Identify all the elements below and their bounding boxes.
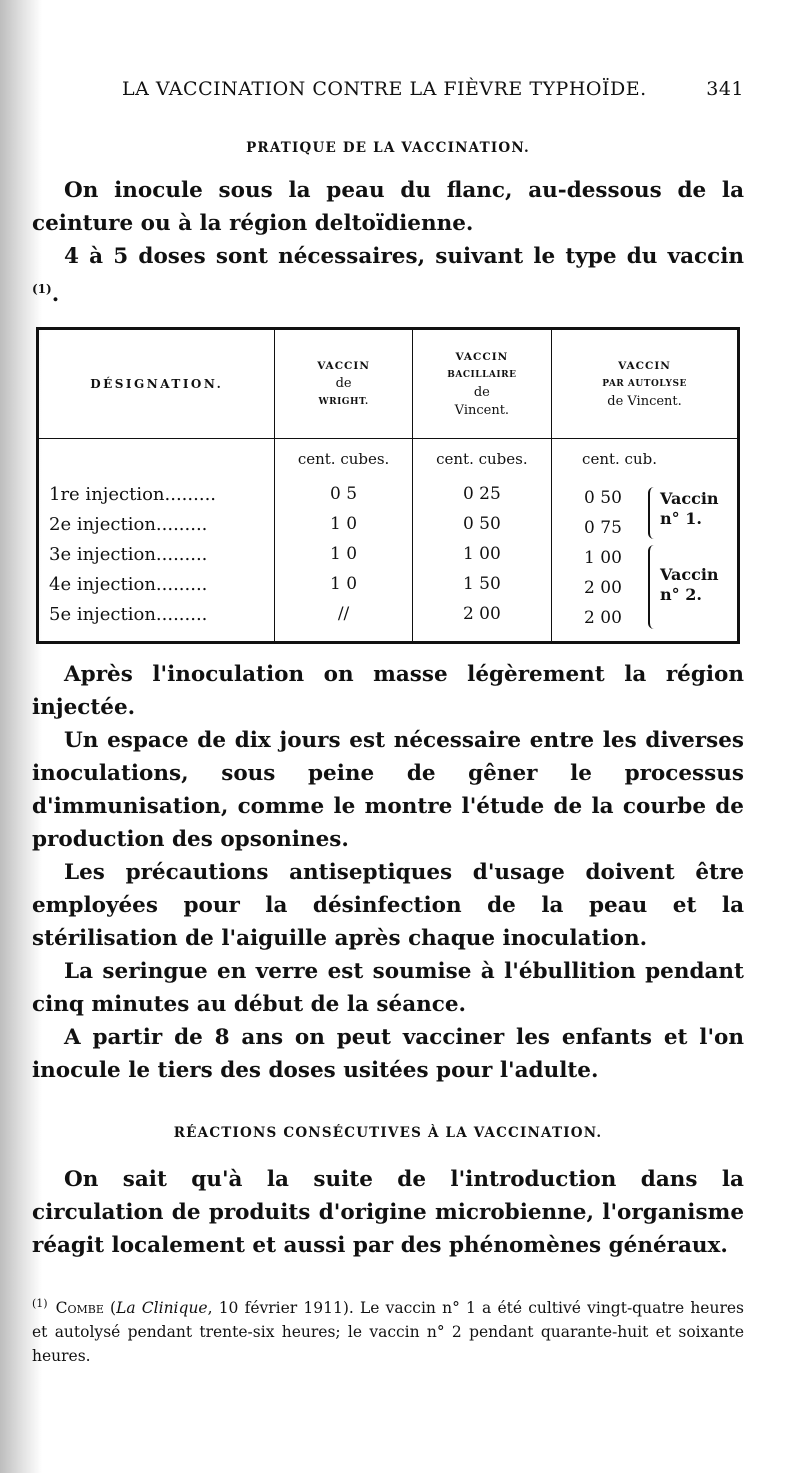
book-page bbox=[32, 78, 744, 1368]
footnote bbox=[32, 1292, 744, 1368]
paragraph-doses bbox=[32, 240, 744, 311]
vaccin-group-1-l2: n° 1. bbox=[660, 509, 702, 529]
dose-wright: 0 5 bbox=[275, 479, 412, 509]
units-bacillaire: cent. cubes. bbox=[412, 439, 551, 480]
paragraph-interval: Un espace de dix jours est nécessaire entre les diverses inoculations, sous peine de gêner le processus d'immunisation, comme le montre l'étude de la courbe de production des opsonines. bbox=[32, 728, 744, 853]
running-head bbox=[32, 78, 744, 100]
dose-wright: 1 0 bbox=[275, 509, 412, 539]
units-row bbox=[38, 439, 739, 480]
dose-bacillaire: 1 50 bbox=[412, 569, 551, 599]
footnote-journal: La Clinique bbox=[116, 1299, 208, 1318]
vaccin-group-2-l2: n° 2. bbox=[660, 585, 702, 605]
dose-autolyse: 0 75 bbox=[584, 518, 622, 539]
dose-bacillaire: 0 25 bbox=[412, 479, 551, 509]
injection-label: 3e injection......... bbox=[49, 543, 208, 565]
header-wright-l3: WRIGHT. bbox=[318, 397, 369, 408]
header-autolyse bbox=[552, 329, 739, 439]
doses-text: 4 à 5 doses sont nécessaires, suivant le type du vaccin bbox=[64, 244, 744, 269]
dose-wright: 1 0 bbox=[275, 569, 412, 599]
dose-autolyse: 2 00 bbox=[584, 608, 622, 629]
header-bacillaire-l4: Vincent. bbox=[454, 403, 510, 419]
brace-group-2 bbox=[648, 545, 656, 629]
paragraph-massage: Après l'inoculation on masse légèrement la région injectée. bbox=[32, 662, 744, 721]
paragraph-syringe: La seringue en verre est soumise à l'ébullition pendant cinq minutes au début de la séance. bbox=[32, 959, 744, 1018]
footnote-marker: (1) bbox=[32, 1297, 48, 1311]
vaccin-group-1-l1: Vaccin bbox=[660, 489, 719, 509]
paragraph-antiseptics: Les précautions antiseptiques d'usage doivent être employées pour la désinfection de la peau et la stérilisation de l'aiguille après chaque inoculation. bbox=[32, 860, 744, 952]
autolyse-column-block bbox=[552, 479, 739, 643]
header-autolyse-l1: VACCIN bbox=[618, 360, 671, 373]
autolyse-values bbox=[552, 479, 737, 629]
header-bacillaire-l2: BACILLAIRE bbox=[447, 370, 517, 381]
paragraph-children: A partir de 8 ans on peut vacciner les enfants et l'on inocule le tiers des doses usitées pour l'adulte. bbox=[32, 1025, 744, 1084]
units-blank bbox=[38, 439, 275, 480]
header-bacillaire-l3: de bbox=[473, 385, 490, 401]
dose-bacillaire: 2 00 bbox=[412, 599, 551, 643]
dose-bacillaire: 0 50 bbox=[412, 509, 551, 539]
vaccin-group-2 bbox=[660, 565, 719, 605]
section-title-reactions: RÉACTIONS CONSÉCUTIVES À LA VACCINATION. bbox=[173, 1125, 603, 1142]
header-designation-label: DÉSIGNATION. bbox=[90, 376, 224, 391]
header-wright-l1: VACCIN bbox=[317, 360, 370, 373]
injection-label: 1re injection......... bbox=[49, 483, 217, 505]
dosage-table bbox=[36, 327, 740, 644]
paragraph-reactions: On sait qu'à la suite de l'introduction dans la circulation de produits d'origine microbienne, l'organisme réagit localement et aussi par des phénomènes généraux. bbox=[32, 1167, 744, 1259]
injection-label: 2e injection......... bbox=[49, 513, 208, 535]
dose-bacillaire: 1 00 bbox=[412, 539, 551, 569]
header-autolyse-l2: PAR AUTOLYSE bbox=[602, 379, 687, 390]
header-wright-l2: de bbox=[335, 376, 352, 392]
footnote-author: Combe bbox=[55, 1299, 104, 1318]
autolyse-values-list bbox=[584, 483, 622, 633]
table-row bbox=[38, 479, 739, 509]
paragraph-inoculation-site: On inocule sous la peau du flanc, au-dessous de la ceinture ou à la région deltoïdienne. bbox=[32, 178, 744, 236]
page-number: 341 bbox=[706, 78, 744, 100]
dose-autolyse: 1 00 bbox=[584, 548, 622, 569]
doses-text-end: . bbox=[51, 282, 60, 308]
table-header-row bbox=[38, 329, 739, 439]
dose-wright: // bbox=[275, 599, 412, 643]
running-head-title: LA VACCINATION CONTRE LA FIÈVRE TYPHOÏDE. bbox=[122, 78, 647, 100]
header-wright bbox=[275, 329, 412, 439]
dose-autolyse: 0 50 bbox=[584, 488, 622, 509]
injection-label: 5e injection......... bbox=[49, 603, 208, 625]
units-autolyse: cent. cub. bbox=[552, 439, 739, 480]
dose-autolyse: 2 00 bbox=[584, 578, 622, 599]
section-title-pratique: PRATIQUE DE LA VACCINATION. bbox=[246, 140, 530, 156]
footnote-open: ( bbox=[103, 1299, 117, 1318]
header-bacillaire bbox=[412, 329, 551, 439]
vaccin-group-1 bbox=[660, 489, 719, 529]
footnote-text: , 10 février 1911). Le vaccin n° 1 a été cultivé vingt-quatre heures et autolysé pendant trente-six heures; le vaccin n° 2 pendant quarante-huit et soixante heures. bbox=[32, 1299, 744, 1366]
header-bacillaire-l1: VACCIN bbox=[455, 351, 509, 364]
footnote-ref: (1) bbox=[32, 282, 52, 296]
injection-label: 4e injection......... bbox=[49, 573, 208, 595]
vaccin-group-2-l1: Vaccin bbox=[660, 565, 719, 585]
dose-wright: 1 0 bbox=[275, 539, 412, 569]
units-wright: cent. cubes. bbox=[275, 439, 412, 480]
brace-group-1 bbox=[648, 487, 656, 539]
header-designation bbox=[38, 329, 275, 439]
header-autolyse-l3: de Vincent. bbox=[607, 394, 682, 410]
